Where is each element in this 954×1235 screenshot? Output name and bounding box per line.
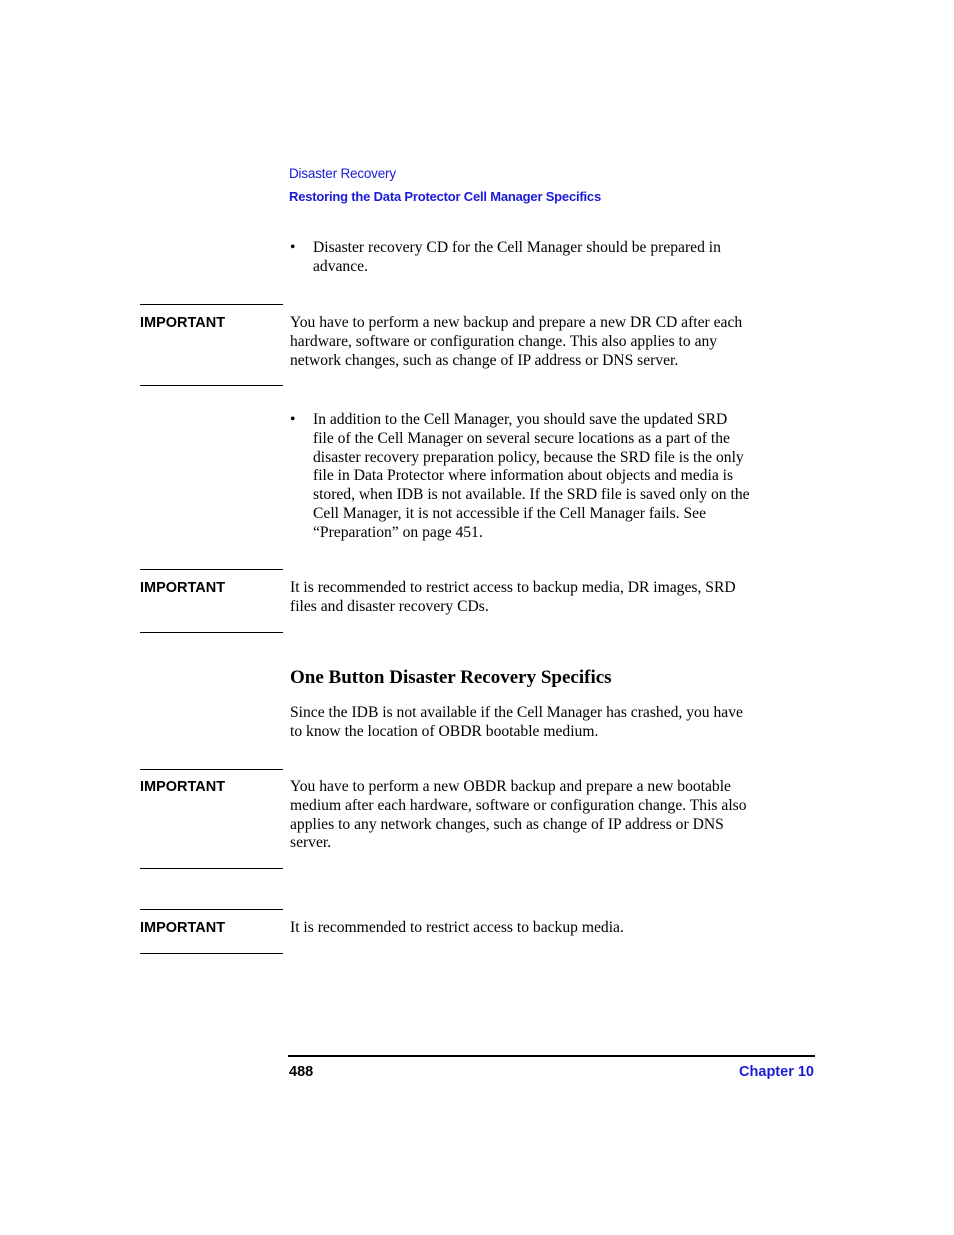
important-text <box>290 579 815 617</box>
text-line: file of the Cell Manager on several secure locations as a part of the <box>313 429 730 447</box>
footer-chapter-link[interactable]: Chapter 10 <box>739 1064 814 1080</box>
footer-page-number: 488 <box>289 1064 314 1080</box>
bullet-text <box>313 411 813 543</box>
text-line: You have to perform a new backup and prepare a new DR CD after each <box>290 314 743 331</box>
note-top-rule <box>140 769 283 770</box>
note-bottom-rule <box>140 385 283 386</box>
note-bottom-rule <box>140 868 283 869</box>
text-line: Since the IDB is not available if the Cell Manager has crashed, you have <box>290 704 743 721</box>
text-line: advance. <box>313 257 368 275</box>
text-line: to know the location of OBDR bootable medium. <box>290 722 599 740</box>
text-line: hardware, software or configuration change. This also applies to any <box>290 332 718 350</box>
section-heading: One Button Disaster Recovery Specifics <box>290 667 612 688</box>
text-line: Cell Manager, it is not accessible if the Cell Manager fails. See <box>313 504 706 522</box>
important-text <box>290 778 815 853</box>
bullet-text <box>313 239 813 277</box>
important-label: IMPORTANT <box>140 920 226 936</box>
important-label: IMPORTANT <box>140 779 226 795</box>
note-bottom-rule <box>140 953 283 954</box>
text-line[interactable]: “Preparation” on page 451. <box>313 523 483 541</box>
note-top-rule <box>140 304 283 305</box>
footer-rule <box>288 1055 815 1057</box>
text-line: files and disaster recovery CDs. <box>290 597 489 615</box>
header-section-link[interactable]: Restoring the Data Protector Cell Manager Specifics <box>289 189 601 204</box>
important-label: IMPORTANT <box>140 580 226 596</box>
important-text <box>290 919 815 938</box>
note-bottom-rule <box>140 632 283 633</box>
header-chapter-link[interactable]: Disaster Recovery <box>289 166 396 181</box>
text-line: file in Data Protector where information about objects and media is <box>313 467 734 485</box>
text-line: medium after each hardware, software or configuration change. This also <box>290 796 747 814</box>
text-line: It is recommended to restrict access to backup media, DR images, SRD <box>290 579 736 596</box>
note-top-rule <box>140 909 283 910</box>
text-line: server. <box>290 834 332 852</box>
text-line: stored, when IDB is not available. If the SRD file is saved only on the <box>313 486 750 504</box>
text-line: network changes, such as change of IP address or DNS server. <box>290 351 679 369</box>
text-line: disaster recovery preparation policy, because the SRD file is the only <box>313 448 744 466</box>
important-text <box>290 314 815 370</box>
text-line: Disaster recovery CD for the Cell Manager should be prepared in <box>313 239 721 256</box>
section-paragraph <box>290 704 815 742</box>
bullet-marker: • <box>290 411 296 428</box>
text-line: It is recommended to restrict access to backup media. <box>290 919 624 936</box>
bullet-marker: • <box>290 239 296 256</box>
important-label: IMPORTANT <box>140 315 226 331</box>
note-top-rule <box>140 569 283 570</box>
text-line: You have to perform a new OBDR backup and prepare a new bootable <box>290 778 731 795</box>
text-line: applies to any network changes, such as change of IP address or DNS <box>290 815 724 833</box>
text-line: In addition to the Cell Manager, you should save the updated SRD <box>313 411 728 428</box>
